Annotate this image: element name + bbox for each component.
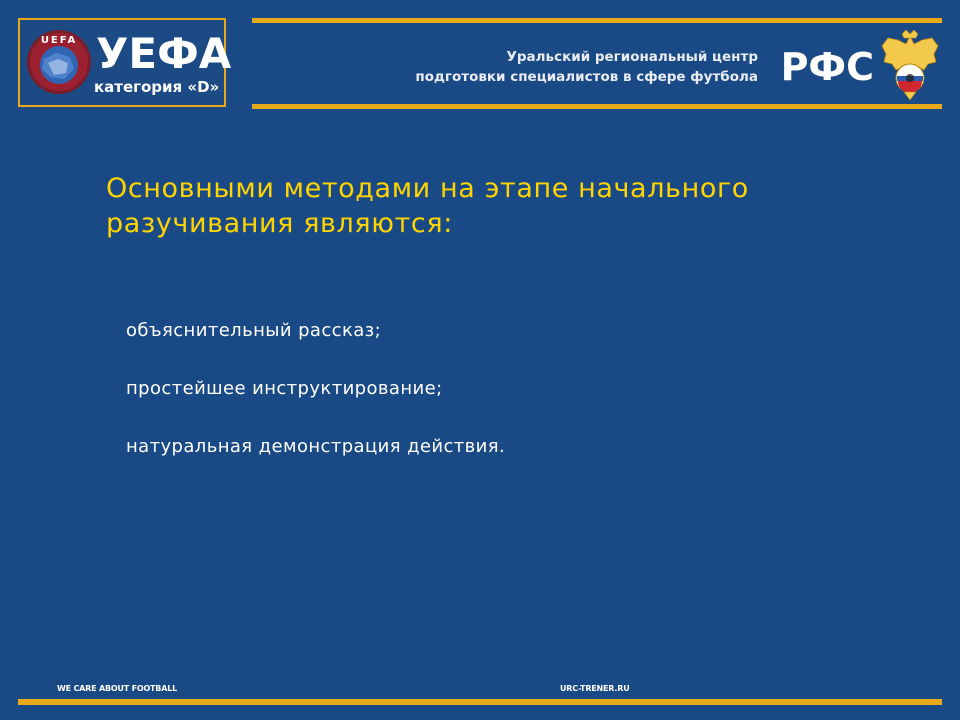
uefa-subtitle: категория «D»	[94, 78, 220, 96]
uefa-ball-text: UEFA	[40, 35, 78, 46]
uefa-title: УЕФА	[96, 29, 232, 78]
urc-caption-line2: подготовки специалистов в сфере футбола	[415, 69, 758, 85]
urc-logo-block	[252, 18, 942, 109]
list-item: натуральная демонстрация действия.	[126, 436, 506, 457]
footer-divider	[18, 699, 942, 705]
list-item: объяснительный рассказ;	[126, 320, 382, 341]
methods-list	[126, 314, 846, 488]
footer-website: URC-TRENER.RU	[560, 684, 630, 693]
urc-caption	[415, 47, 758, 87]
uefa-ball-icon	[26, 29, 92, 95]
footer-slogan: WE CARE ABOUT FOOTBALL	[57, 684, 177, 693]
slide-heading: Основными методами на этапе начального разучивания являются:	[106, 173, 749, 239]
urc-caption-line1: Уральский региональный центр	[506, 49, 758, 65]
uefa-logo-block	[18, 18, 232, 107]
rfs-eagle-emblem-icon	[880, 30, 940, 102]
list-item: простейшее инструктирование;	[126, 378, 443, 399]
rfs-title: РФС	[780, 45, 874, 89]
